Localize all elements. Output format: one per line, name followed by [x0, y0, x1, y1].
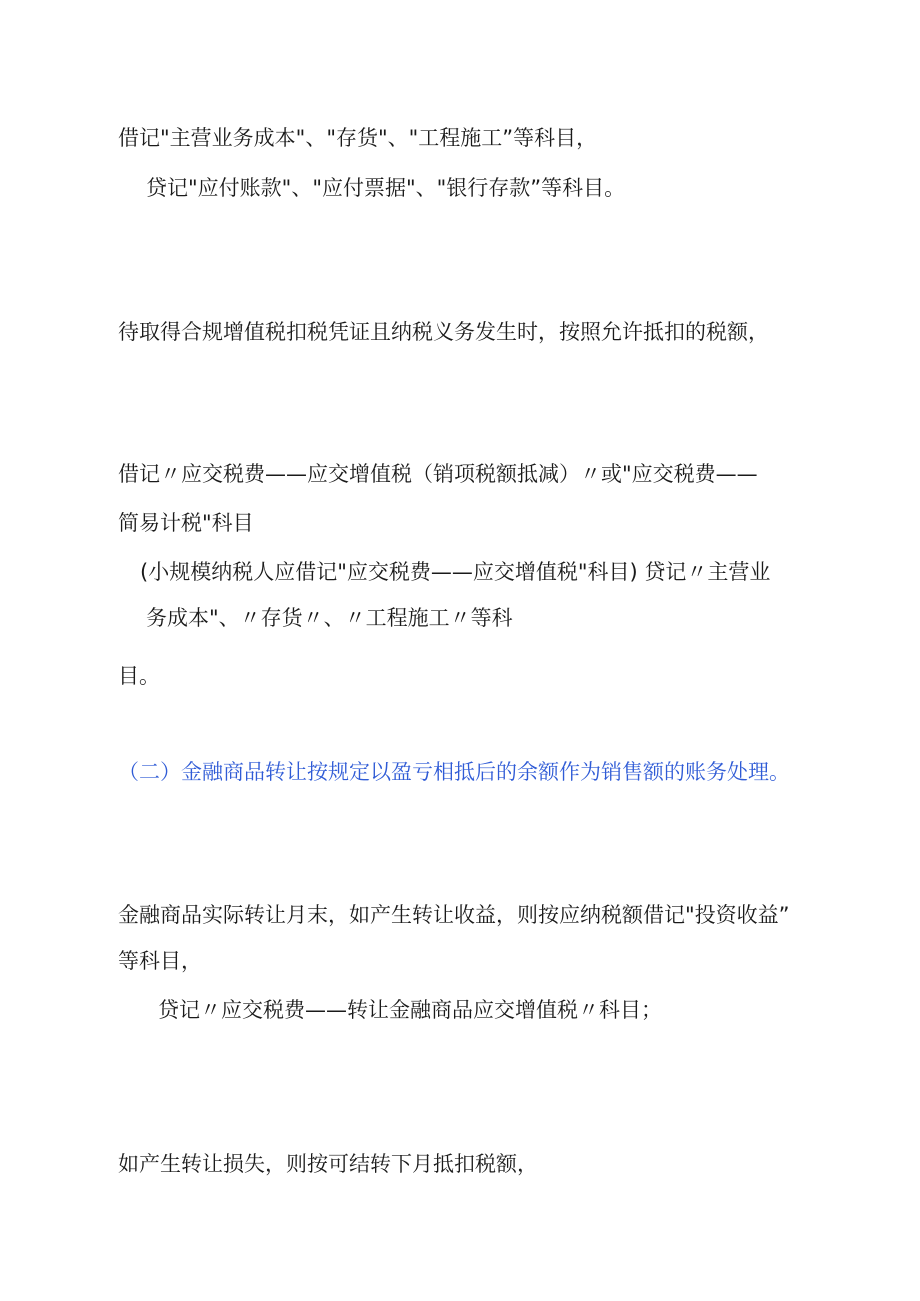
text-line-debit-main-costs: 借记"主营业务成本"、"存货"、"工程施工”等科目，	[118, 126, 598, 150]
text-line-credit-payables: 贷记"应付账款"、"应付票据"、"银行存款”等科目。	[146, 176, 626, 200]
text-line-accounts: 等科目，	[118, 949, 202, 973]
text-line-pending-invoice: 待取得合规增值税扣税凭证且纳税义务发生时，按照允许抵扣的税额，	[118, 320, 769, 344]
text-line-simple-tax: 简易计税"科目	[118, 511, 254, 535]
text-line-end: 目。	[118, 664, 160, 688]
text-line-business-costs: 务成本"、〃存货〃、〃工程施工〃等科	[146, 606, 513, 630]
text-line-month-end-transfer: 金融商品实际转让月末，如产生转让收益，则按应纳税额借记"投资收益”	[118, 903, 790, 927]
text-line-debit-tax-payable: 借记〃应交税费——应交增值税（销项税额抵减）〃或"应交税费——	[118, 462, 758, 486]
text-line-credit-transfer-vat: 贷记〃应交税费——转让金融商品应交增值税〃科目；	[158, 998, 662, 1022]
section-heading-financial-products: （二）金融商品转让按规定以盈亏相抵后的余额作为销售额的账务处理。	[118, 760, 790, 784]
text-line-small-taxpayer: (小规模纳税人应借记"应交税费——应交增值税"科目) 贷记〃主营业	[140, 560, 771, 584]
text-line-transfer-loss: 如产生转让损失，则按可结转下月抵扣税额，	[118, 1152, 538, 1176]
